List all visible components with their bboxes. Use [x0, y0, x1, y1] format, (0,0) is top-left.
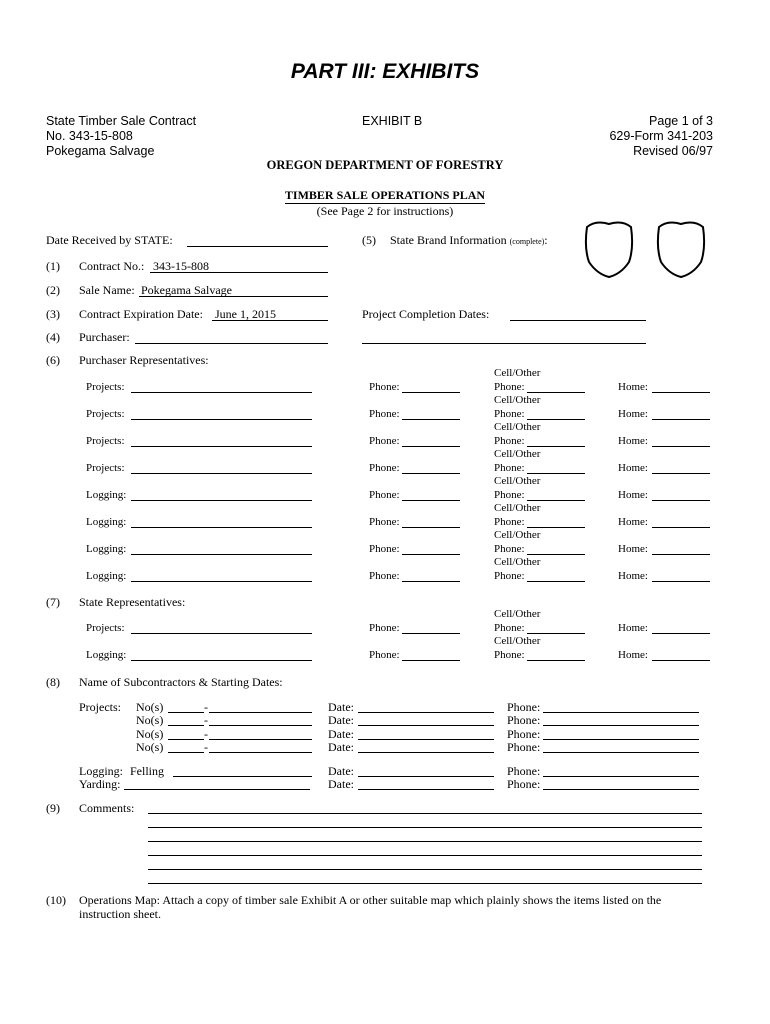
project-date-field[interactable] — [358, 752, 494, 753]
yarding-date-field[interactable] — [358, 789, 494, 790]
nos-name-field[interactable] — [209, 752, 312, 753]
project-phone-field[interactable] — [543, 712, 699, 713]
plan-title — [0, 188, 770, 204]
project-phone-field[interactable] — [543, 739, 699, 740]
rep-cell-label-top: Cell/Other — [494, 448, 541, 460]
felling-date-label: Date: — [328, 764, 354, 778]
completion-label: Project Completion Dates: — [362, 307, 490, 321]
rep-cell-phone-label: Phone: — [494, 543, 525, 555]
revision-date: Revised 06/97 — [633, 144, 713, 158]
rep-home-field[interactable] — [652, 527, 710, 528]
project-phone-label: Phone: — [507, 713, 541, 728]
nos-number-field[interactable] — [168, 752, 204, 753]
nos-label: No(s) — [136, 700, 164, 714]
comments-line[interactable] — [148, 841, 702, 842]
plan-title-text: TIMBER SALE OPERATIONS PLAN — [284, 188, 486, 202]
rep-phone-field[interactable] — [402, 446, 460, 447]
agency-name: OREGON DEPARTMENT OF FORESTRY — [266, 158, 504, 172]
project-phone-field[interactable] — [543, 725, 699, 726]
nos-number-field[interactable] — [168, 712, 204, 713]
state-reps-label: State Representatives: — [79, 595, 186, 609]
project-date-field[interactable] — [358, 725, 494, 726]
completion-field[interactable] — [510, 320, 646, 321]
rep-cell-phone-label: Phone: — [494, 516, 525, 528]
operations-map-text-2: instruction sheet. — [79, 907, 161, 921]
rep-home-label: Home: — [618, 408, 648, 420]
rep-phone-field[interactable] — [402, 633, 460, 634]
rep-cell-field[interactable] — [527, 419, 585, 420]
contract-no-line — [150, 272, 328, 273]
comments-line[interactable] — [148, 813, 702, 814]
rep-phone-field[interactable] — [402, 660, 460, 661]
exhibit-label: EXHIBIT B — [362, 114, 423, 128]
rep-cell-field[interactable] — [527, 581, 585, 582]
project-date-label: Date: — [328, 726, 354, 741]
rep-phone-label: Phone: — [369, 408, 400, 420]
plan-subtitle: (See Page 2 for instructions) — [316, 204, 454, 218]
purchaser-label: Purchaser: — [79, 330, 130, 344]
item-4-number: (4) — [46, 330, 60, 344]
rep-cell-field[interactable] — [527, 527, 585, 528]
rep-home-field[interactable] — [652, 473, 710, 474]
felling-label: Felling — [130, 764, 165, 778]
rep-home-field[interactable] — [652, 633, 710, 634]
project-phone-label: Phone: — [507, 726, 541, 741]
felling-phone-field[interactable] — [543, 776, 699, 777]
comments-line[interactable] — [148, 869, 702, 870]
rep-home-label: Home: — [618, 516, 648, 528]
page-number: Page 1 of 3 — [649, 114, 713, 128]
rep-cell-field[interactable] — [527, 392, 585, 393]
yarding-label: Yarding: — [79, 777, 121, 791]
date-received-field[interactable] — [187, 246, 328, 247]
nos-number-field[interactable] — [168, 725, 204, 726]
header-left — [46, 114, 196, 159]
nos-dash: - — [204, 726, 208, 741]
rep-home-label: Home: — [618, 381, 648, 393]
item-3-number: (3) — [46, 307, 60, 321]
rep-role-label: Logging: — [86, 649, 127, 661]
rep-phone-label: Phone: — [369, 381, 400, 393]
rep-phone-field[interactable] — [402, 500, 460, 501]
purchaser-reps-label: Purchaser Representatives: — [79, 353, 209, 367]
rep-role-label: Logging: — [86, 543, 127, 555]
item-1-number: (1) — [46, 259, 60, 273]
expiration-label: Contract Expiration Date: — [79, 307, 203, 321]
rep-role-label: Projects: — [86, 408, 125, 420]
rep-name-field[interactable] — [131, 500, 312, 501]
rep-role-label: Logging: — [86, 516, 127, 528]
rep-role-label: Projects: — [86, 381, 125, 393]
felling-date-field[interactable] — [358, 776, 494, 777]
project-date-label: Date: — [328, 713, 354, 728]
operations-map-text: Operations Map: Attach a copy of timber sale Exhibit A or other suitable map which plainly shows the items listed on the — [79, 893, 662, 907]
sale-name-label: Sale Name: — [79, 283, 135, 297]
yarding-date-label: Date: — [328, 777, 354, 791]
project-date-label: Date: — [328, 700, 354, 714]
contract-type: State Timber Sale Contract — [46, 114, 197, 128]
felling-phone-label: Phone: — [507, 764, 541, 778]
rep-name-field[interactable] — [131, 473, 312, 474]
rep-role-label: Logging: — [86, 489, 127, 501]
project-date-field[interactable] — [358, 712, 494, 713]
item-10-number: (10) — [46, 893, 66, 907]
project-phone-label: Phone: — [507, 740, 541, 755]
rep-phone-label: Phone: — [369, 462, 400, 474]
brand-label — [390, 233, 548, 248]
projects-label: Projects: — [79, 700, 121, 714]
contract-no-value[interactable]: 343-15-808 — [153, 259, 209, 273]
brand-number: (5) — [362, 233, 376, 247]
sale-name-line — [139, 296, 328, 297]
rep-phone-field[interactable] — [402, 527, 460, 528]
rep-phone-label: Phone: — [369, 435, 400, 447]
comments-line[interactable] — [148, 883, 702, 884]
rep-cell-phone-label: Phone: — [494, 649, 525, 661]
rep-cell-phone-label: Phone: — [494, 381, 525, 393]
nos-label: No(s) — [136, 740, 164, 755]
rep-cell-phone-label: Phone: — [494, 408, 525, 420]
rep-cell-phone-label: Phone: — [494, 462, 525, 474]
rep-cell-field[interactable] — [527, 446, 585, 447]
rep-home-field[interactable] — [652, 500, 710, 501]
rep-phone-label: Phone: — [369, 489, 400, 501]
rep-cell-label-top: Cell/Other — [494, 608, 541, 620]
rep-home-field[interactable] — [652, 554, 710, 555]
rep-cell-phone-label: Phone: — [494, 435, 525, 447]
nos-label: No(s) — [136, 713, 164, 728]
rep-phone-label: Phone: — [369, 516, 400, 528]
project-phone-field[interactable] — [543, 752, 699, 753]
nos-dash: - — [204, 740, 208, 755]
rep-home-label: Home: — [618, 570, 648, 582]
rep-cell-field[interactable] — [527, 473, 585, 474]
item-7-number: (7) — [46, 595, 60, 609]
rep-home-label: Home: — [618, 622, 648, 634]
rep-home-field[interactable] — [652, 581, 710, 582]
rep-role-label: Projects: — [86, 462, 125, 474]
project-date-label: Date: — [328, 740, 354, 755]
rep-cell-phone-label: Phone: — [494, 622, 525, 634]
rep-home-field[interactable] — [652, 419, 710, 420]
rep-name-field[interactable] — [131, 660, 312, 661]
rep-home-field[interactable] — [652, 660, 710, 661]
rep-phone-label: Phone: — [369, 622, 400, 634]
comments-line[interactable] — [148, 855, 702, 856]
rep-phone-label: Phone: — [369, 543, 400, 555]
rep-phone-field[interactable] — [402, 554, 460, 555]
rep-phone-field[interactable] — [402, 392, 460, 393]
yarding-field[interactable] — [124, 789, 310, 790]
comments-line[interactable] — [148, 827, 702, 828]
expiration-value[interactable]: June 1, 2015 — [215, 307, 276, 321]
rep-cell-label-top: Cell/Other — [494, 367, 541, 379]
rep-phone-field[interactable] — [402, 581, 460, 582]
rep-cell-field[interactable] — [527, 660, 585, 661]
project-date-field[interactable] — [358, 739, 494, 740]
rep-name-field[interactable] — [131, 581, 312, 582]
rep-home-field[interactable] — [652, 392, 710, 393]
brand-note: (complete) — [509, 237, 545, 246]
yarding-phone-label: Phone: — [507, 777, 541, 791]
contract-number: No. 343-15-808 — [46, 129, 133, 143]
item-8-number: (8) — [46, 675, 60, 689]
nos-dash: - — [204, 713, 208, 728]
item-2-number: (2) — [46, 283, 60, 297]
rep-home-label: Home: — [618, 462, 648, 474]
comments-label: Comments: — [79, 801, 135, 815]
rep-cell-label-top: Cell/Other — [494, 502, 541, 514]
contract-no-label: Contract No.: — [79, 259, 145, 273]
rep-cell-label-top: Cell/Other — [494, 635, 541, 647]
nos-number-field[interactable] — [168, 739, 204, 740]
brand-colon: : — [544, 233, 548, 247]
rep-name-field[interactable] — [131, 392, 312, 393]
project-phone-label: Phone: — [507, 700, 541, 714]
nos-name-field[interactable] — [209, 739, 312, 740]
rep-home-label: Home: — [618, 435, 648, 447]
rep-name-field[interactable] — [131, 633, 312, 634]
rep-cell-label-top: Cell/Other — [494, 475, 541, 487]
item-6-number: (6) — [46, 353, 60, 367]
rep-home-label: Home: — [618, 543, 648, 555]
rep-name-field[interactable] — [131, 554, 312, 555]
rep-phone-label: Phone: — [369, 570, 400, 582]
rep-phone-label: Phone: — [369, 649, 400, 661]
rep-cell-field[interactable] — [527, 500, 585, 501]
felling-field[interactable] — [173, 776, 312, 777]
rep-role-label: Projects: — [86, 622, 125, 634]
rep-cell-label-top: Cell/Other — [494, 556, 541, 568]
subcontractors-label: Name of Subcontractors & Starting Dates: — [79, 675, 283, 689]
rep-cell-phone-label: Phone: — [494, 489, 525, 501]
nos-dash: - — [204, 700, 208, 714]
header-right — [609, 114, 713, 159]
brand-shield-icon — [583, 218, 635, 280]
rep-cell-label-top: Cell/Other — [494, 394, 541, 406]
rep-name-field[interactable] — [131, 527, 312, 528]
purchaser-field[interactable] — [135, 343, 328, 344]
rep-cell-field[interactable] — [527, 554, 585, 555]
rep-cell-label-top: Cell/Other — [494, 421, 541, 433]
item-9-number: (9) — [46, 801, 60, 815]
nos-name-field[interactable] — [209, 725, 312, 726]
rep-cell-phone-label: Phone: — [494, 570, 525, 582]
nos-name-field[interactable] — [209, 712, 312, 713]
form-number: 629-Form 341-203 — [609, 129, 713, 143]
rep-phone-field[interactable] — [402, 473, 460, 474]
rep-cell-field[interactable] — [527, 633, 585, 634]
nos-label: No(s) — [136, 726, 164, 741]
brand-label-text: State Brand Information — [390, 233, 507, 247]
rep-phone-field[interactable] — [402, 419, 460, 420]
rep-role-label: Logging: — [86, 570, 127, 582]
logging-label: Logging: — [79, 764, 123, 778]
rep-role-label: Projects: — [86, 435, 125, 447]
rep-home-label: Home: — [618, 649, 648, 661]
sale-name-value[interactable]: Pokegama Salvage — [141, 283, 232, 297]
rep-home-field[interactable] — [652, 446, 710, 447]
rep-home-label: Home: — [618, 489, 648, 501]
sale-name-header: Pokegama Salvage — [46, 144, 155, 158]
date-received-label: Date Received by STATE: — [46, 233, 173, 247]
rep-name-field[interactable] — [131, 446, 312, 447]
brand-shield-icon — [655, 218, 707, 280]
expiration-line — [212, 320, 328, 321]
rep-cell-label-top: Cell/Other — [494, 529, 541, 541]
rep-name-field[interactable] — [131, 419, 312, 420]
yarding-phone-field[interactable] — [543, 789, 699, 790]
purchaser-field-2[interactable] — [362, 343, 646, 344]
page-title: PART III: EXHIBITS — [290, 60, 480, 83]
